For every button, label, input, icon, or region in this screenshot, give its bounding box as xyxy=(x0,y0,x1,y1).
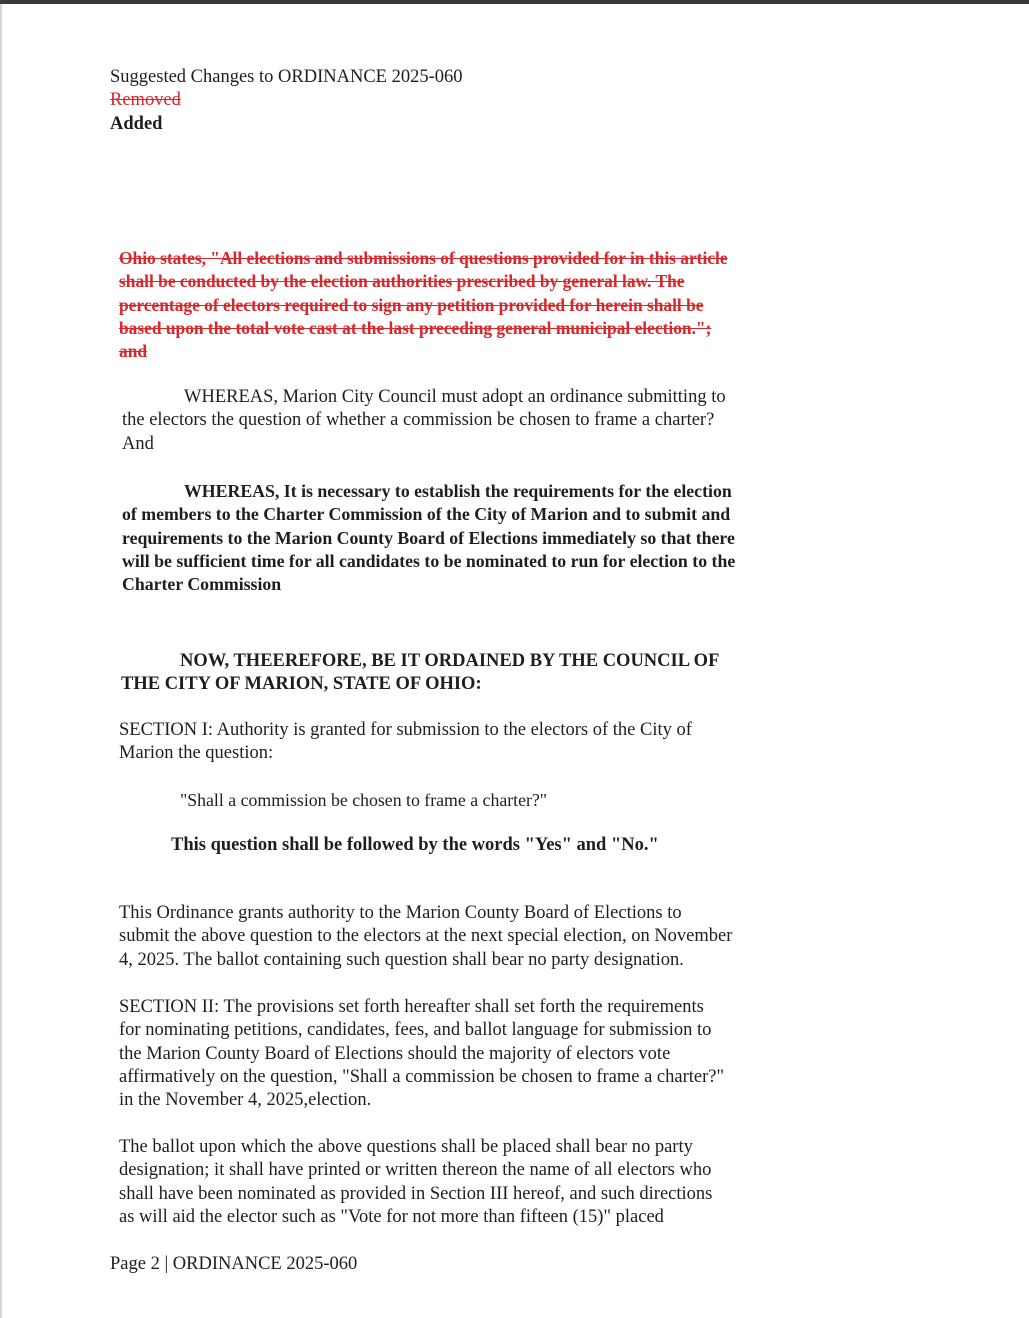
removed-line: and xyxy=(119,341,148,362)
paragraph-line: will be sufficient time for all candidates to be nominated to run for election to the xyxy=(122,550,736,571)
paragraph-line: Charter Commission xyxy=(122,574,282,595)
document-title: Suggested Changes to ORDINANCE 2025-060 xyxy=(110,67,463,87)
ordained-clause xyxy=(121,650,719,697)
paragraph-line: the Marion County Board of Elections should the majority of electors vote xyxy=(119,1043,671,1064)
legend-added: Added xyxy=(110,113,163,134)
paragraph-line: SECTION II: The provisions set forth hereafter shall set forth the requirements xyxy=(119,997,704,1017)
yes-no-clause-added: This question shall be followed by the words "Yes" and "No." xyxy=(171,835,659,855)
legend-removed: Removed xyxy=(110,90,181,111)
whereas-paragraph-1 xyxy=(122,386,726,456)
section-1 xyxy=(119,719,692,766)
paragraph-line: SECTION I: Authority is granted for submission to the electors of the City of xyxy=(119,720,692,740)
section-2 xyxy=(119,996,724,1112)
paragraph-line: This Ordinance grants authority to the Marion County Board of Elections to xyxy=(119,903,682,923)
paragraph-line: 4, 2025. The ballot containing such question shall bear no party designation. xyxy=(119,949,684,970)
paragraph-line: in the November 4, 2025,election. xyxy=(119,1090,372,1111)
page-left-edge xyxy=(0,4,2,1318)
removed-passage xyxy=(119,247,728,363)
document-header xyxy=(110,66,463,136)
paragraph-line: for nominating petitions, candidates, fees, and ballot language for submission to xyxy=(119,1020,712,1041)
removed-line: Ohio states, "All elections and submissions of questions provided for in this article xyxy=(119,248,728,268)
paragraph-line: THE CITY OF MARION, STATE OF OHIO: xyxy=(121,674,482,695)
paragraph-line: NOW, THEEREFORE, BE IT ORDAINED BY THE COUNCIL OF xyxy=(180,651,720,671)
paragraph-line: Marion the question: xyxy=(119,743,274,764)
paragraph-line: of members to the Charter Commission of the City of Marion and to submit and xyxy=(122,504,731,525)
paragraph-line: the electors the question of whether a commission be chosen to frame a charter? xyxy=(122,410,715,431)
ballot-question-quote: "Shall a commission be chosen to frame a charter?" xyxy=(180,790,548,810)
paragraph-line: as will aid the elector such as "Vote for not more than fifteen (15)" placed xyxy=(119,1206,664,1227)
paragraph-line: And xyxy=(122,433,154,454)
paragraph-line: submit the above question to the electors at the next special election, on November xyxy=(119,926,733,947)
page-footer: Page 2 | ORDINANCE 2025-060 xyxy=(110,1254,358,1274)
removed-line: percentage of electors required to sign any petition provided for herein shall be xyxy=(119,294,704,315)
whereas-paragraph-2-added xyxy=(122,480,735,596)
grant-paragraph xyxy=(119,902,732,972)
paragraph-line: WHEREAS, Marion City Council must adopt an ordinance submitting to xyxy=(184,387,726,407)
paragraph-line: WHEREAS, It is necessary to establish the requirements for the election xyxy=(184,481,732,501)
paragraph-line: requirements to the Marion County Board of Elections immediately so that there xyxy=(122,527,735,548)
window-top-border xyxy=(0,0,1029,4)
paragraph-line: shall have been nominated as provided in Section III hereof, and such directions xyxy=(119,1183,713,1204)
removed-line: shall be conducted by the election authorities prescribed by general law. The xyxy=(119,271,685,292)
removed-line: based upon the total vote cast at the last preceding general municipal election."; xyxy=(119,317,712,338)
paragraph-line: affirmatively on the question, "Shall a commission be chosen to frame a charter?" xyxy=(119,1066,725,1087)
paragraph-line: The ballot upon which the above questions shall be placed shall bear no party xyxy=(119,1137,693,1157)
paragraph-line: designation; it shall have printed or written thereon the name of all electors who xyxy=(119,1160,712,1181)
ballot-paragraph xyxy=(119,1136,712,1229)
